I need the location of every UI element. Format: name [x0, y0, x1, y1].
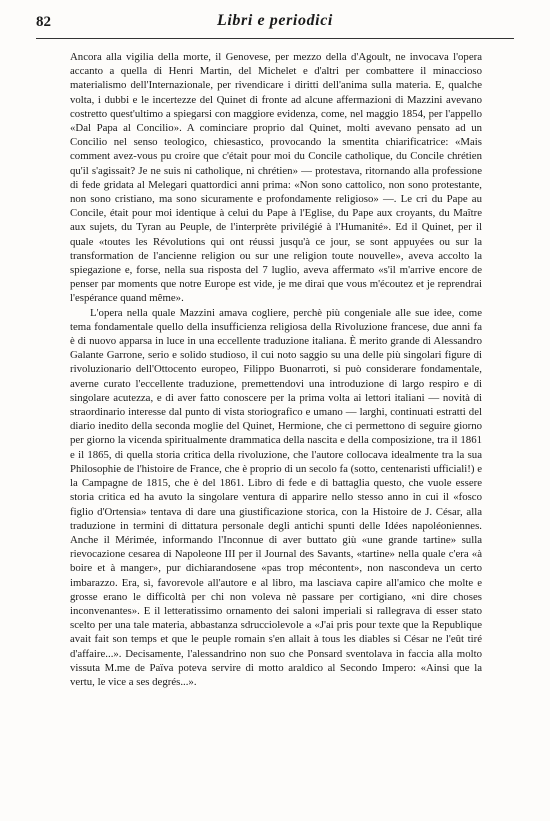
page-header	[36, 10, 514, 34]
header-rule	[36, 38, 514, 39]
paragraph-2: L'opera nella quale Mazzini amava cogliere, perchè più congeniale alle sue idee, come tema fondamentale quello della insufficienza religiosa della Rivoluzione francese, due anni fa è di nuovo apparsa in luce in una eccellente traduzione italiana. È merito grande di Alessandro Galante Garrone, serio e solido studioso, il cui noto saggio su una delle più singolari figure di rivoluzionario dell'Ottocento europeo, Filippo Buonarroti, si può considerare fondamentale, averne curato l'eccellente traduzione, premettendovi una introduzione di largo respiro e di singolare acutezza, e di aver fatto conoscere per la prima volta ai lettori italiani — novità di straordinario interesse dal punto di vista storiografico e umano — larghi, continuati estratti del diario inedito della seconda moglie del Quinet, Hermione, che ci permettono di seguire giorno per giorno la vicenda spiritualmente drammatica della nascita e della composizione, tra il 1861 e il 1865, di quella storia critica della rivoluzione, che l'autore collocava idealmente tra la sua Philosophie de l'histoire de France, che è proprio di un secolo fa (sotto, centenaristi ufficiali!) e la Campagne de 1815, che è del 1861. Libro di fede e di battaglia questo, che vuole essere storia critica ed ha avuto la singolare ventura di apparire nello stesso anno in cui il «fosco figlio d'Ortensia» tentava di dare una giustificazione storica, con la Histoire de J. César, alla traduzione in termini di dittatura personale degli antichi spunti delle Idées napoléoniennes. Anche il Mérimée, informando l'Inconnue di aver buttato giù «une grande tartine» sulla rievocazione cesarea di Napoleone III per il Journal des Savants, «tartine» nella quale c'era «à boire et à manger», pur dichiarandosene «pas trop mécontent», non nascondeva un certo imbarazzo. Era, sì, favorevole all'autore e al libro, ma lasciava capire all'amico che molte e grosse erano le difficoltà per chi non voleva nè passare per cortigiano, «ni dire choses inconvenantes». E il letteratissimo ornamento dei saloni imperiali si rallegrava di esser stato scelto per una tale materia, abbastanza sdrucciolevole a «J'ai pris pour texte que la Republique avait fait son temps et que le peuple romain s'en allait à tous les diables si César ne l'eût tiré d'affaire...». Decisamente, l'alessandrino non suo che Ponsard sventolava in faccia alla molto vissuta M.me de Païva poteva servire di motto araldico al Secondo Impero: «Ainsi que la vertu, le vice a ses degrés...».	[70, 306, 482, 688]
body-text	[70, 50, 482, 689]
page-number: 82	[36, 14, 51, 30]
paragraph-1: Ancora alla vigilia della morte, il Genovese, per mezzo della d'Agoult, ne invocava l'opera accanto a quella di Henri Martin, del Michelet e d'altri per combattere il minaccioso materialismo dell'Internazionale, per rivendicare i diritti dell'anima sulla materia. E, qualche volta, i dubbi e le incertezze del Quinet di fronte ad alcune affermazioni di Mazzini avevano costretto quest'ultimo a spiegarsi con maggiore evidenza, come, nel maggio 1854, per l'appello «Dal Papa al Concilio». A cominciare proprio dal Quinet, molti avevano pensato ad un Concilio nel senso teologico, chiesastico, provocando la smentita chiarificatrice: «Mais comment avez-vous pu croire que c'était pour moi du Concile catholique, du Concile chrétien qu'il s'agissait? Je ne suis ni catholique, ni chrétien» — protestava, ritornando alla professione di fede gridata al Melegari quattordici anni prima: «Non sono cattolico, non sono protestante, non sono cristiano, ma sono sicuramente e profondamente religioso» —. Le cri du Pape au Concile, était pour moi identique à celui du Pape à l'Eglise, du Pape aux croyants, du Maître aux sujets, du Tyran au Peuple, de l'interprète privilégié à l'Humanité». Ed il Quinet, per il quale «toutes les Révolutions qui ont réussi jusqu'à ce jour, se sont appuyées ou sur la transformation de l'ancienne religion ou sur une religion toute nouvelle», aveva accolto la spiegazione e, forse, nella sua risposta del 7 luglio, aveva affermato «s'il m'arrive encore de penser par moments que notre Europe est vide, je me dirai que vous m'écoutez et je reprendrai l'espérance quand même».	[70, 51, 482, 305]
running-title: Libri e periodici	[217, 12, 333, 29]
